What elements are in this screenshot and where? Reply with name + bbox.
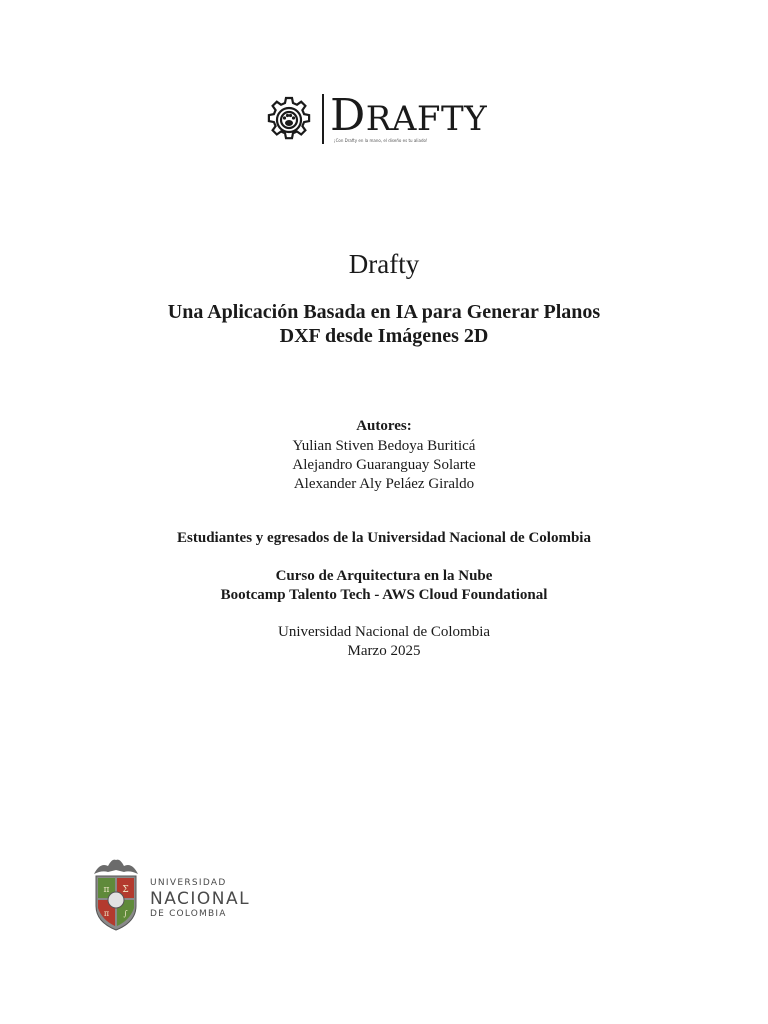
svg-text:Σ: Σ bbox=[122, 885, 129, 895]
svg-text:∫: ∫ bbox=[123, 909, 128, 918]
gear-icon bbox=[264, 95, 314, 145]
svg-text:π: π bbox=[103, 909, 110, 918]
course-line-2: Bootcamp Talento Tech - AWS Cloud Foundational bbox=[220, 587, 548, 603]
footer-info bbox=[0, 623, 768, 661]
university-shield-icon bbox=[90, 856, 142, 934]
document-subtitle bbox=[0, 300, 768, 348]
document-date: Marzo 2025 bbox=[347, 643, 421, 659]
unal-line-2: NACIONAL bbox=[150, 889, 251, 909]
university-name: Universidad Nacional de Colombia bbox=[277, 624, 491, 640]
unal-logo bbox=[90, 856, 260, 936]
subtitle-line-1: Una Aplicación Basada en IA para Generar Planos bbox=[167, 301, 601, 323]
author-name: Yulian Stiven Bedoya Buriticá bbox=[292, 438, 476, 454]
drafty-logo bbox=[264, 92, 514, 152]
document-title: Drafty bbox=[348, 249, 420, 279]
course-line-1: Curso de Arquitectura en la Nube bbox=[275, 568, 493, 584]
author-name: Alejandro Guaranguay Solarte bbox=[292, 457, 476, 473]
unal-line-1: UNIVERSIDAD bbox=[150, 878, 227, 888]
students-affiliation: Estudiantes y egresados de la Universidad Nacional de Colombia bbox=[177, 530, 591, 546]
subtitle-line-2: DXF desde Imágenes 2D bbox=[279, 325, 489, 347]
authors-heading: Autores: bbox=[356, 418, 412, 434]
logo-divider bbox=[322, 94, 324, 144]
logo-wordmark: DRAFTY bbox=[330, 90, 488, 141]
authors-list bbox=[0, 437, 768, 494]
logo-tagline: ¡Con Drafty en la mano, el diseño es tu aliado! bbox=[334, 138, 428, 143]
author-name: Alexander Aly Peláez Giraldo bbox=[293, 476, 475, 492]
unal-logo-text bbox=[150, 878, 250, 920]
svg-text:π: π bbox=[103, 885, 110, 895]
course-info bbox=[0, 567, 768, 605]
unal-line-3: DE COLOMBIA bbox=[150, 909, 227, 919]
